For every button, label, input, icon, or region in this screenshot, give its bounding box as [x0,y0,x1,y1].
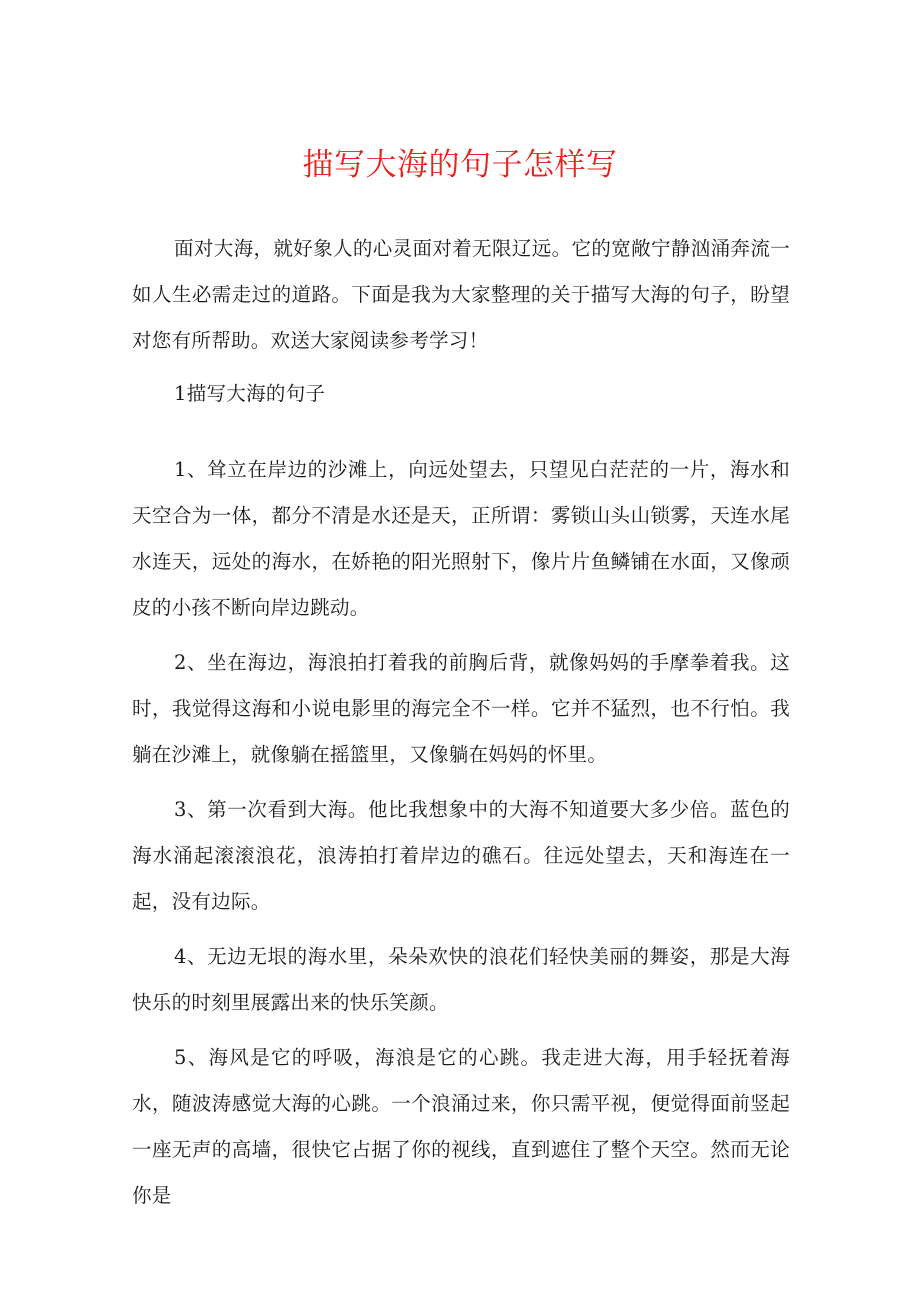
list-item: 5、海风是它的呼吸，海浪是它的心跳。我走进大海，用手轻抚着海水，随波涛感觉大海的心跳。一个浪涌过来，你只需平视，便觉得面前竖起一座无声的高墙，很快它占据了你的视线，直到遮住了整个天空。然而无论你是 [132,1046,790,1207]
intro-paragraph: 面对大海，就好象人的心灵面对着无限辽远。它的宽敞宁静汹涌奔流一如人生必需走过的道路。下面是我为大家整理的关于描写大海的句子，盼望对您有所帮助。欢送大家阅读参考学习！ [132,237,790,352]
document-title: 描写大海的句子怎样写 [302,147,618,183]
list-item: 4、无边无垠的海水里，朵朵欢快的浪花们轻快美丽的舞姿，那是大海快乐的时刻里展露出来的快乐笑颜。 [132,945,790,1014]
list-item: 1、耸立在岸边的沙滩上，向远处望去，只望见白茫茫的一片，海水和天空合为一体，都分不清是水还是天，正所谓：雾锁山头山锁雾，天连水尾水连天，远处的海水，在娇艳的阳光照射下，像片片鱼鳞铺在水面，又像顽皮的小孩不断向岸边跳动。 [132,458,790,619]
section-heading: 1描写大海的句子 [174,382,326,405]
document-body [132,226,790,1228]
list-item: 2、坐在海边，海浪拍打着我的前胸后背，就像妈妈的手摩拳着我。这时，我觉得这海和小说电影里的海完全不一样。它并不猛烈，也不行怕。我躺在沙滩上，就像躺在摇篮里，又像躺在妈妈的怀里。 [132,651,790,766]
list-item: 3、第一次看到大海。他比我想象中的大海不知道要大多少倍。蓝色的海水涌起滚滚浪花，浪涛拍打着岸边的礁石。往远处望去，天和海连在一起，没有边际。 [132,798,790,913]
